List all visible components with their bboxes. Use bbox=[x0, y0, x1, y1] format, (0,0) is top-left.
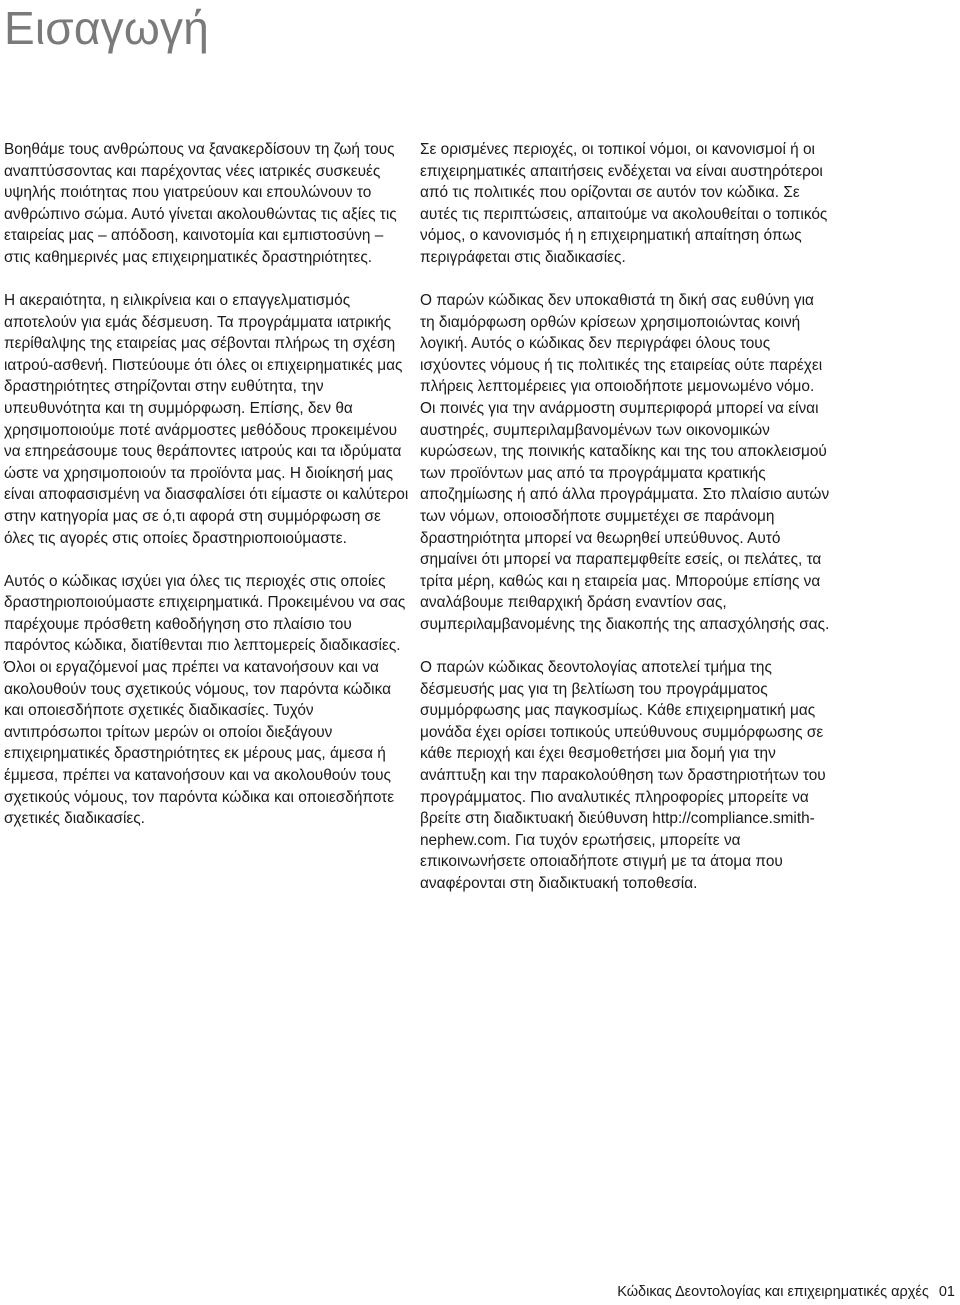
footer-document-title: Κώδικας Δεοντολογίας και επιχειρηματικές αρχές bbox=[617, 1284, 929, 1300]
left-column bbox=[4, 139, 409, 851]
intro-paragraph-4: Σε ορισμένες περιοχές, οι τοπικοί νόμοι, οι κανονισμοί ή οι επιχειρηματικές απαιτήσεις ενδέχεται να είναι αυστηρότεροι από τις πολιτικές που ορίζονται σε αυτόν τον κώδικα. Σε αυτές τις περιπτώσεις, απαιτούμε να ακολουθείται ο τοπικός νόμος, ο κανονισμός ή η επιχειρηματική απαίτηση όπως περιγράφεται στις διαδικασίες. bbox=[420, 141, 828, 266]
intro-paragraph-3: Αυτός ο κώδικας ισχύει για όλες τις περιοχές στις οποίες δραστηριοποιούμαστε επιχειρηματικά. Προκειμένου να σας παρέχουμε πρόσθετη καθοδήγηση στο πλαίσιο του παρόντος κώδικα, διατίθενται πιο λεπτομερείς διαδικασίες. Όλοι οι εργαζόμενοί μας πρέπει να κατανοήσουν και να ακολουθούν τους σχετικούς νόμους, τον παρόντα κώδικα και οποιεσδήποτε σχετικές διαδικασίες. Τυχόν αντιπρόσωποι τρίτων μερών οι οποίοι διεξάγουν επιχειρηματικές δραστηριότητες εκ μέρους μας, άμεσα ή έμμεσα, πρέπει να κατανοήσουν και να ακολουθούν τους σχετικούς νόμους, τον παρόντα κώδικα και οποιεσδήποτε σχετικές διαδικασίες. bbox=[4, 572, 406, 828]
intro-paragraph-6: Ο παρών κώδικας δεοντολογίας αποτελεί τμήμα της δέσμευσής μας για τη βελτίωση του προγράμματος συμμόρφωσης μας παγκοσμίως. Κάθε επιχειρηματική μας μονάδα έχει ορίσει τοπικούς υπεύθυνους συμμόρφωσης σε κάθε περιοχή και έχει θεσμοθετήσει μια δομή για την ανάπτυξη και την παρακολούθηση των δραστηριοτήτων του προγράμματος. Πιο αναλυτικές πληροφορίες μπορείτε να βρείτε στη διαδικτυακή διεύθυνση http://compliance.smith-nephew.com. Για τυχόν ερωτήσεις, μπορείτε να επικοινωνήσετε οποιαδήποτε στιγμή με τα άτομα που αναφέρονται στη διαδικτυακή τοποθεσία. bbox=[420, 659, 826, 892]
intro-paragraph-2: Η ακεραιότητα, η ειλικρίνεια και ο επαγγελματισμός αποτελούν για εμάς δέσμευση. Τα προγράμματα ιατρικής περίθαλψης της εταιρείας μας σέβονται πλήρως τη σχέση ιατρού-ασθενή. Πιστεύουμε ότι όλες οι επιχειρηματικές μας δραστηριότητες στηρίζονται στην ευθύτητα, την υπευθυνότητα και τη συμμόρφωση. Επίσης, δεν θα χρησιμοποιούμε ποτέ ανάρμοστες μεθόδους προκειμένου να επηρεάσουμε τους θεράποντες ιατρούς και τα ιδρύματα ώστε να χρησιμοποιούν τα προϊόντα μας. Η διοίκησή μας είναι αποφασισμένη να διασφαλίσει ότι είμαστε οι καλύτεροι στην κατηγορία μας σε ό,τι αφορά στη συμμόρφωση σε όλες τις αγορές στις οποίες δραστηριοποιούμαστε. bbox=[4, 292, 409, 547]
page-number: 01 bbox=[938, 1284, 955, 1300]
page-footer bbox=[617, 1282, 955, 1302]
page-title: Εισαγωγή bbox=[4, 2, 209, 54]
right-column bbox=[420, 139, 830, 916]
intro-paragraph-5: Ο παρών κώδικας δεν υποκαθιστά τη δική σας ευθύνη για τη διαμόρφωση ορθών κρίσεων χρησιμοποιώντας κοινή λογική. Αυτός ο κώδικας δεν περιγράφει όλους τους ισχύοντες νόμους ή τις πολιτικές της εταιρείας ούτε παρέχει πλήρεις λεπτομέρειες για οποιοδήποτε μεμονωμένο νόμο. Οι ποινές για την ανάρμοστη συμπεριφορά μπορεί να είναι αυστηρές, συμπεριλαμβανομένων των οικονομικών κυρώσεων, της ποινικής καταδίκης και της του αποκλεισμού των προϊόντων μας από τα προγράμματα κρατικής αποζημίωσης ή από άλλα προγράμματα. Στο πλαίσιο αυτών των νόμων, οποιοσδήποτε συμμετέχει σε παράνομη δραστηριότητα μπορεί να θεωρηθεί υπεύθυνος. Αυτό σημαίνει ότι μπορεί να παραπεμφθείτε εσείς, οι πελάτες, τα τρίτα μέρη, καθώς και η εταιρεία μας. Μπορούμε επίσης να αναλάβουμε πειθαρχική δράση εναντίον σας, συμπεριλαμβανομένης της διακοπής της απασχόλησής σας. bbox=[420, 292, 830, 633]
intro-paragraph-1: Βοηθάμε τους ανθρώπους να ξανακερδίσουν τη ζωή τους αναπτύσσοντας και παρέχοντας νέες ιατρικές συσκευές υψηλής ποιότητας που γιατρεύουν και επουλώνουν το ανθρώπινο σώμα. Αυτό γίνεται ακολουθώντας τις αξίες τις εταιρείας μας – απόδοση, καινοτομία και εμπιστοσύνη – στις καθημερινές μας επιχειρηματικές δραστηριότητες. bbox=[4, 141, 397, 266]
